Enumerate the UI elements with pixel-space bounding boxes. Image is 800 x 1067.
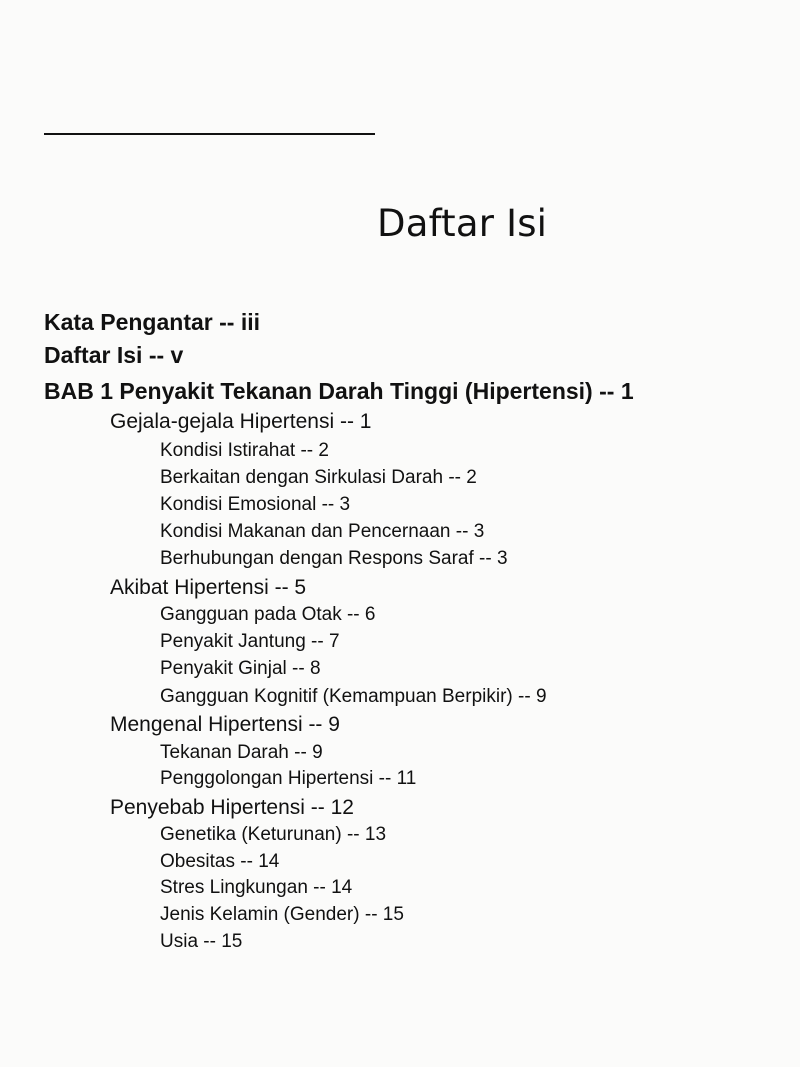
toc-entry-bab-1: BAB 1 Penyakit Tekanan Darah Tinggi (Hipertensi) -- 1 — [44, 378, 634, 404]
toc-entry-respons-saraf: Berhubungan dengan Respons Saraf -- 3 — [160, 548, 508, 569]
toc-entry-kata-pengantar: Kata Pengantar -- iii — [44, 309, 260, 335]
toc-entry-usia: Usia -- 15 — [160, 931, 243, 952]
toc-entry-daftar-isi: Daftar Isi -- v — [44, 342, 184, 368]
toc-entry-penyakit-ginjal: Penyakit Ginjal -- 8 — [160, 658, 321, 679]
toc-entry-gangguan-otak: Gangguan pada Otak -- 6 — [160, 604, 376, 625]
toc-entry-sirkulasi-darah: Berkaitan dengan Sirkulasi Darah -- 2 — [160, 467, 477, 488]
toc-entry-gejala-hipertensi: Gejala-gejala Hipertensi -- 1 — [110, 410, 372, 433]
toc-entry-stres-lingkungan: Stres Lingkungan -- 14 — [160, 877, 353, 898]
toc-entry-kondisi-emosional: Kondisi Emosional -- 3 — [160, 494, 351, 515]
toc-entry-makanan-pencernaan: Kondisi Makanan dan Pencernaan -- 3 — [160, 521, 485, 542]
toc-entry-genetika: Genetika (Keturunan) -- 13 — [160, 824, 387, 845]
toc-entry-akibat-hipertensi: Akibat Hipertensi -- 5 — [110, 576, 307, 599]
toc-entry-mengenal-hipertensi: Mengenal Hipertensi -- 9 — [110, 713, 340, 736]
toc-entry-gangguan-kognitif: Gangguan Kognitif (Kemampuan Berpikir) -- 9 — [160, 686, 547, 707]
toc-entry-tekanan-darah: Tekanan Darah -- 9 — [160, 742, 323, 763]
toc-entry-penyebab-hipertensi: Penyebab Hipertensi -- 12 — [110, 796, 354, 819]
toc-entry-jenis-kelamin: Jenis Kelamin (Gender) -- 15 — [160, 904, 404, 925]
toc-entry-kondisi-istirahat: Kondisi Istirahat -- 2 — [160, 440, 329, 461]
toc-entry-penggolongan-hipertensi: Penggolongan Hipertensi -- 11 — [160, 768, 417, 789]
toc-entry-penyakit-jantung: Penyakit Jantung -- 7 — [160, 631, 340, 652]
page-title: Daftar Isi — [377, 202, 548, 245]
toc-entry-obesitas: Obesitas -- 14 — [160, 851, 280, 872]
